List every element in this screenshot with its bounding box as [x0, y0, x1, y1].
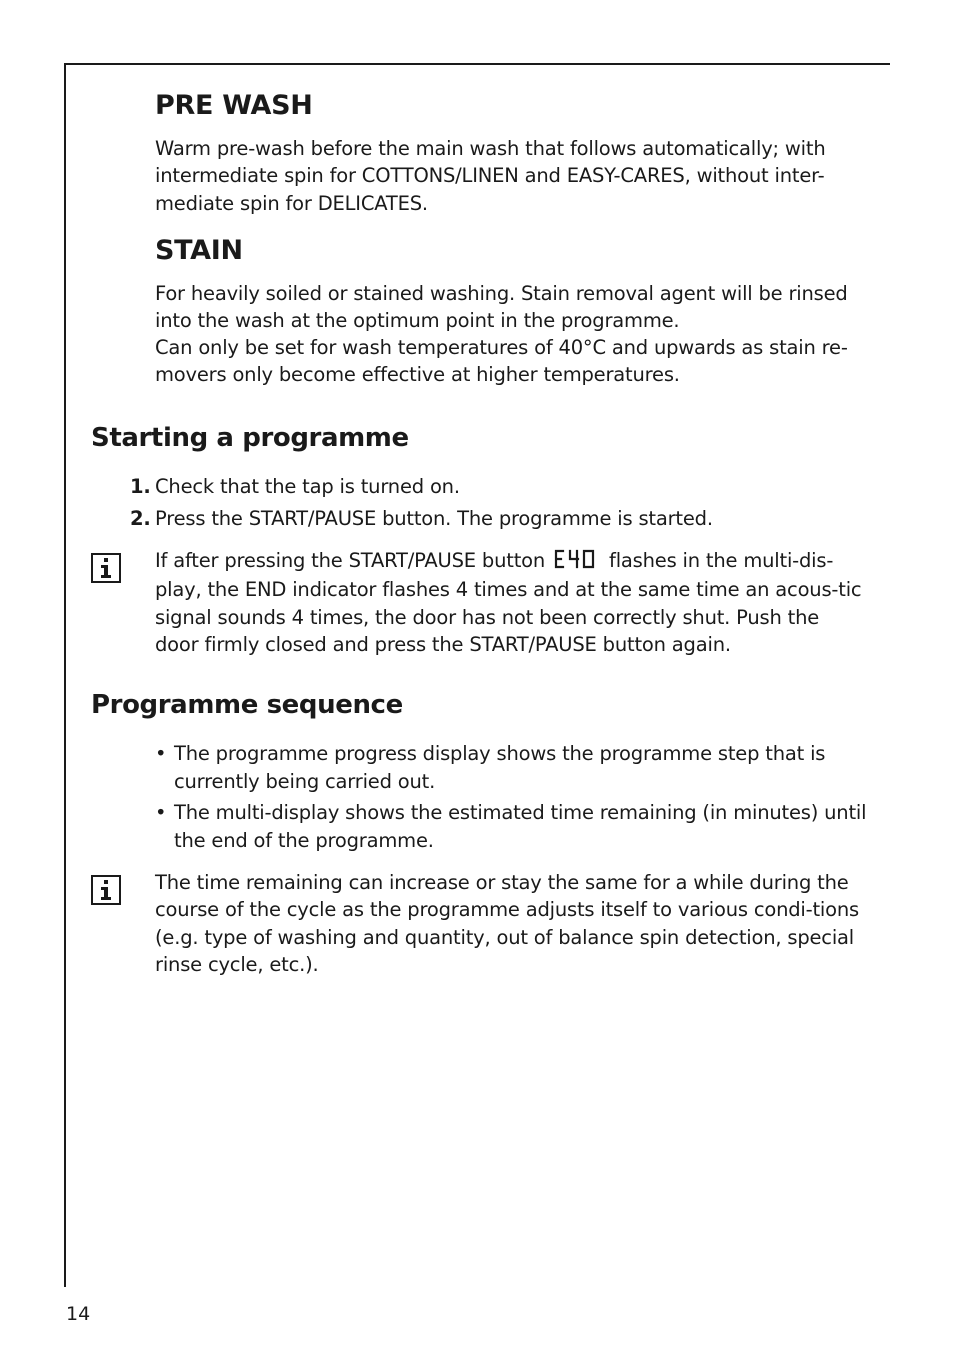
step-item: [130, 473, 870, 500]
door-info-text: [155, 547, 867, 658]
pre-wash-text: Warm pre-wash before the main wash that follows automatically; with intermediate spin for COTTONS/LINEN and EASY-CARES, without inter-mediate spin for DELICATES.: [155, 137, 826, 215]
stain-text-2: Can only be set for wash temperatures of 40°C and upwards as stain re-movers only become effective at higher temperatures.: [155, 336, 848, 387]
page-frame-top-rule: [64, 63, 890, 65]
list-item: [155, 799, 867, 854]
pre-wash-heading: PRE WASH: [155, 90, 313, 121]
info-icon: [91, 875, 121, 905]
stain-text-1: For heavily soiled or stained washing. Stain removal agent will be rinsed into the wash at the optimum point in the programme.: [155, 282, 848, 333]
page-number: 14: [66, 1303, 91, 1325]
list-item-text: The programme progress display shows the programme step that is currently being carried out.: [174, 742, 826, 793]
bullet-icon: •: [155, 742, 167, 765]
door-info-text-end: flashes in the multi-dis-play, the END indicator flashes 4 times and at the same time an acous-tic signal sounds 4 times, the door has not been correctly shut. Push the door firmly closed and press the START/PAUSE button again.: [155, 549, 862, 656]
list-item: [155, 740, 867, 795]
info-icon: [91, 553, 121, 583]
step-number: 1.: [130, 475, 151, 498]
starting-programme-heading: Starting a programme: [91, 423, 409, 453]
page-frame-left-rule: [64, 63, 66, 1287]
step-text: Check that the tap is turned on.: [155, 475, 460, 498]
stain-heading: STAIN: [155, 235, 243, 266]
step-number: 2.: [130, 507, 151, 530]
time-remaining-info-text: The time remaining can increase or stay the same for a while during the course of the cycle as the programme adjusts itself to various condi-tions (e.g. type of washing and quantity, out of balance spin detection, special rinse cycle, etc.).: [155, 871, 859, 976]
step-item: [130, 505, 870, 532]
programme-sequence-heading: Programme sequence: [91, 690, 403, 720]
step-text: Press the START/PAUSE button. The programme is started.: [155, 507, 713, 530]
door-info-text-start: If after pressing the START/PAUSE button: [155, 549, 546, 572]
seven-segment-code-icon: [553, 549, 597, 576]
list-item-text: The multi-display shows the estimated time remaining (in minutes) until the end of the programme.: [174, 801, 867, 852]
bullet-icon: •: [155, 801, 167, 824]
